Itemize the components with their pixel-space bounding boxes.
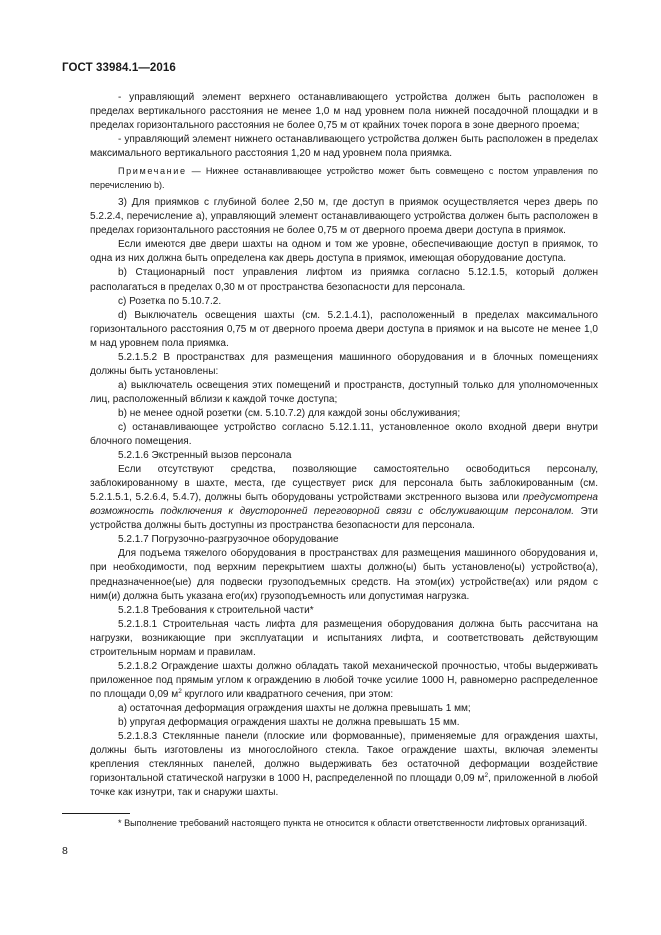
- superscript: 2: [484, 772, 489, 780]
- footnote-divider: [62, 813, 130, 814]
- paragraph: Для подъема тяжелого оборудования в пространствах для размещения машинного оборудования и, при необходимости, под верхним перекрытием шахты должно(ы) быть установлено(ы) устройство(а), предназначенное(ые) для подвески грузоподъемных средств. На этом(их) устройстве(ах) или рядом с ним(и) должна быть указана его(их) грузоподъемность или допустимая нагрузка.: [90, 548, 598, 602]
- paragraph: Если имеются две двери шахты на одном и том же уровне, обеспечивающие доступ в приямок, то одна из них должна быть определена как дверь доступа в приямок, имеющая оборудование доступа.: [90, 239, 598, 265]
- document-header: ГОСТ 33984.1—2016: [62, 62, 176, 74]
- paragraph: [90, 730, 598, 800]
- paragraph: 5.2.1.5.2 В пространствах для размещения машинного оборудования и в блочных помещениях должны быть установлены:: [90, 351, 598, 377]
- text-run: 5.2.1.8.2 Ограждение шахты должно обладать такой механической прочностью, чтобы выдерживать приложенное под прямым углом к ограждению в любой точке усилие 1000 Н, равномерно распределенное по площади 0,09 м: [90, 660, 598, 700]
- paragraph: a) остаточная деформация ограждения шахты не должна превышать 1 мм;: [118, 702, 471, 714]
- paragraph: 5.2.1.8.1 Строительная часть лифта для размещения оборудования должна быть рассчитана на нагрузки, возникающие при эксплуатации и испытаниях лифта, и соответствовать действующим строительным нормам и правилам.: [90, 618, 598, 658]
- note: [90, 165, 598, 192]
- page-body: [90, 91, 598, 800]
- note-text: — Нижнее останавливающее устройство может быть совмещено с постом управления по перечислению b).: [90, 166, 598, 190]
- section-heading: 5.2.1.8 Требования к строительной части*: [118, 604, 314, 616]
- paragraph: c) останавливающее устройство согласно 5.12.1.11, установленное около входной двери внутри блочного помещения.: [90, 421, 598, 448]
- paragraph: b) не менее одной розетки (см. 5.10.7.2) для каждой зоны обслуживания;: [118, 407, 461, 419]
- paragraph: b) Стационарный пост управления лифтом из приямка согласно 5.12.1.5, который должен располагаться в пределах 0,30 м от пространства безопасности для персонала.: [90, 267, 598, 293]
- paragraph: d) Выключатель освещения шахты (см. 5.2.1.4.1), расположенный в пределах максимального горизонтального расстояния 0,75 м от дверного проема двери доступа в приямок и на высоте не менее 1,0 м над уровнем пола приямка.: [90, 309, 598, 349]
- section-heading: 5.2.1.6 Экстренный вызов персонала: [118, 450, 292, 462]
- text-run: 5.2.1.8.3 Стеклянные панели (плоские или формованные), применяемые для ограждения шахты, должны быть изготовлены из многослойного стекла. Такое ограждение шахты, включая элементы крепления стеклянных панелей, должно выдерживать без остаточной деформации воздействие горизонтальной статической нагрузки в 1000 Н, распределенной по площади 0,09 м: [90, 731, 598, 785]
- italic-text-run: предусмотрена возможность подключения к двусторонней переговорной связи с обслуживающим персоналом.: [90, 492, 598, 518]
- paragraph: - управляющий элемент нижнего останавливающего устройства должен быть расположен в пределах максимального вертикального расстояния 1,20 м над уровнем пола приямка.: [90, 134, 598, 160]
- paragraph: 3) Для приямков с глубиной более 2,50 м, где доступ в приямок осуществляется через дверь по 5.2.2.4, перечисление а), управляющий элемент останавливающего устройства должен быть расположен в пределах горизонтального расстояния не более 0,75 м от дверного проема двери доступа в приямок.: [90, 197, 598, 237]
- paragraph: a) выключатель освещения этих помещений и пространств, доступный только для уполномоченных лиц, расположенный вблизи к каждой точке доступа;: [90, 379, 598, 405]
- text-run: Эти устройства должны быть доступны из пространства безопасности для персонала.: [90, 506, 598, 532]
- footnote: * Выполнение требований настоящего пункта не относится к области ответственности лифтовых организаций.: [118, 818, 588, 828]
- paragraph: [90, 463, 598, 533]
- paragraph: b) упругая деформация ограждения шахты не должна превышать 15 мм.: [118, 716, 460, 728]
- note-label: Примечание: [118, 166, 187, 177]
- text-run: , приложенной в любой точке как изнутри, так и снаружи шахты.: [90, 773, 599, 799]
- superscript: 2: [178, 687, 182, 695]
- section-heading: 5.2.1.7 Погрузочно-разгрузочное оборудование: [118, 534, 339, 546]
- paragraph: [90, 660, 598, 702]
- paragraph: c) Розетка по 5.10.7.2.: [118, 295, 222, 307]
- page-number: 8: [62, 845, 68, 857]
- text-run: Если отсутствуют средства, позволяющие самостоятельно освободиться персоналу, заблокированному в шахте, места, где существует риск для персонала быть заблокированным (см. 5.2.1.5.1, 5.2.6.4, 5.4.7), должны быть оборудованы устройствами экстренного вызова или: [90, 464, 598, 504]
- text-run: круглого или квадратного сечения, при этом:: [181, 688, 394, 700]
- paragraph: - управляющий элемент верхнего останавливающего устройства должен быть расположен в пределах вертикального расстояния не менее 1,0 м над уровнем пола нижней посадочной площадки и в пределах горизонтального расстояния не более 0,75 м от крайних точек порога в зоне дверного проема;: [90, 92, 598, 132]
